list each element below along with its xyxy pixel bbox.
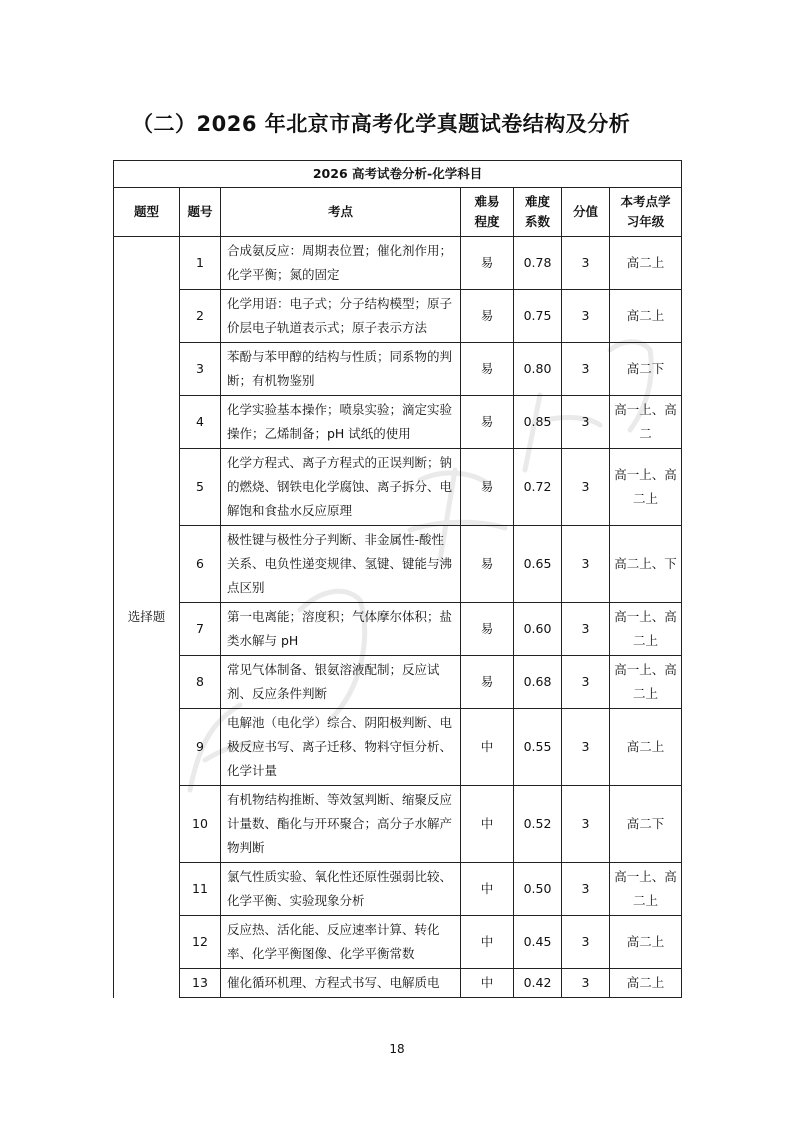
score-cell: 3 [562, 786, 610, 863]
grade-cell: 高一上、高二上 [610, 449, 682, 526]
question-number-cell: 1 [180, 237, 221, 290]
table-row [114, 786, 682, 863]
question-number-cell: 4 [180, 396, 221, 449]
table-row [114, 290, 682, 343]
score-cell: 3 [562, 656, 610, 709]
question-number-cell: 13 [180, 969, 221, 998]
question-number-cell: 3 [180, 343, 221, 396]
col-header-number: 题号 [180, 188, 221, 237]
table-title: 2026 高考试卷分析-化学科目 [114, 161, 682, 188]
question-number-cell: 9 [180, 709, 221, 786]
table-row [114, 863, 682, 916]
question-number-cell: 12 [180, 916, 221, 969]
grade-cell: 高一上、高二上 [610, 863, 682, 916]
difficulty-coefficient-cell: 0.55 [514, 709, 562, 786]
header-line: 本考点学 [620, 194, 671, 209]
header-line: 难度 [524, 194, 550, 209]
col-header-grade [610, 188, 682, 237]
col-header-score: 分值 [562, 188, 610, 237]
difficulty-coefficient-cell: 0.65 [514, 526, 562, 603]
question-type-cell: 选择题 [114, 237, 180, 998]
topic-cell: 化学方程式、离子方程式的正误判断；钠的燃烧、钢铁电化学腐蚀、离子拆分、电解饱和食盐水反应原理 [221, 449, 461, 526]
difficulty-coefficient-cell: 0.60 [514, 603, 562, 656]
grade-cell: 高一上、高二 [610, 396, 682, 449]
difficulty-level-cell: 易 [461, 343, 514, 396]
col-header-type: 题型 [114, 188, 180, 237]
score-cell: 3 [562, 343, 610, 396]
difficulty-coefficient-cell: 0.45 [514, 916, 562, 969]
page-number: 18 [389, 1042, 405, 1056]
topic-cell: 化学实验基本操作；喷泉实验；滴定实验操作；乙烯制备；pH 试纸的使用 [221, 396, 461, 449]
table-row [114, 449, 682, 526]
difficulty-level-cell: 易 [461, 237, 514, 290]
topic-cell: 有机物结构推断、等效氢判断、缩聚反应计量数、酯化与开环聚合；高分子水解产物判断 [221, 786, 461, 863]
table-row [114, 656, 682, 709]
difficulty-coefficient-cell: 0.72 [514, 449, 562, 526]
difficulty-coefficient-cell: 0.52 [514, 786, 562, 863]
difficulty-coefficient-cell: 0.78 [514, 237, 562, 290]
col-header-difficulty-level [461, 188, 514, 237]
header-line: 习年级 [626, 214, 665, 229]
header-line: 程度 [474, 214, 500, 229]
table-row [114, 969, 682, 998]
difficulty-coefficient-cell: 0.75 [514, 290, 562, 343]
table-row [114, 343, 682, 396]
topic-cell: 催化循环机理、方程式书写、电解质电 [221, 969, 461, 998]
difficulty-level-cell: 中 [461, 786, 514, 863]
score-cell: 3 [562, 863, 610, 916]
score-cell: 3 [562, 709, 610, 786]
score-cell: 3 [562, 969, 610, 998]
header-line: 系数 [524, 214, 550, 229]
score-cell: 3 [562, 290, 610, 343]
difficulty-coefficient-cell: 0.50 [514, 863, 562, 916]
section-heading: （二）2026 年北京市高考化学真题试卷结构及分析 [132, 112, 631, 136]
difficulty-level-cell: 易 [461, 449, 514, 526]
topic-cell: 苯酚与苯甲醇的结构与性质；同系物的判断；有机物鉴别 [221, 343, 461, 396]
topic-cell: 极性键与极性分子判断、非金属性-酸性关系、电负性递变规律、氢键、键能与沸点区别 [221, 526, 461, 603]
score-cell: 3 [562, 237, 610, 290]
question-number-cell: 5 [180, 449, 221, 526]
grade-cell: 高二上、下 [610, 526, 682, 603]
difficulty-coefficient-cell: 0.80 [514, 343, 562, 396]
grade-cell: 高一上、高二上 [610, 603, 682, 656]
difficulty-coefficient-cell: 0.85 [514, 396, 562, 449]
table-row [114, 916, 682, 969]
table-row [114, 237, 682, 290]
question-number-cell: 11 [180, 863, 221, 916]
exam-analysis-table [113, 160, 682, 998]
score-cell: 3 [562, 603, 610, 656]
difficulty-coefficient-cell: 0.42 [514, 969, 562, 998]
score-cell: 3 [562, 526, 610, 603]
table-row [114, 526, 682, 603]
difficulty-level-cell: 中 [461, 916, 514, 969]
col-header-topic: 考点 [221, 188, 461, 237]
grade-cell: 高二上 [610, 969, 682, 998]
grade-cell: 高二下 [610, 786, 682, 863]
grade-cell: 高二下 [610, 343, 682, 396]
difficulty-level-cell: 中 [461, 709, 514, 786]
difficulty-level-cell: 易 [461, 603, 514, 656]
difficulty-level-cell: 易 [461, 656, 514, 709]
topic-cell: 反应热、活化能、反应速率计算、转化率、化学平衡图像、化学平衡常数 [221, 916, 461, 969]
difficulty-coefficient-cell: 0.68 [514, 656, 562, 709]
question-number-cell: 8 [180, 656, 221, 709]
topic-cell: 合成氨反应：周期表位置；催化剂作用；化学平衡；氮的固定 [221, 237, 461, 290]
question-number-cell: 6 [180, 526, 221, 603]
table-row [114, 603, 682, 656]
topic-cell: 化学用语：电子式；分子结构模型；原子价层电子轨道表示式；原子表示方法 [221, 290, 461, 343]
difficulty-level-cell: 易 [461, 526, 514, 603]
grade-cell: 高二上 [610, 709, 682, 786]
table-row [114, 396, 682, 449]
difficulty-level-cell: 中 [461, 969, 514, 998]
question-number-cell: 10 [180, 786, 221, 863]
difficulty-level-cell: 易 [461, 396, 514, 449]
grade-cell: 高二上 [610, 237, 682, 290]
topic-cell: 第一电离能；溶度积；气体摩尔体积；盐类水解与 pH [221, 603, 461, 656]
score-cell: 3 [562, 916, 610, 969]
header-line: 难易 [474, 194, 500, 209]
grade-cell: 高二上 [610, 916, 682, 969]
question-number-cell: 7 [180, 603, 221, 656]
topic-cell: 电解池（电化学）综合、阴阳极判断、电极反应书写、离子迁移、物料守恒分析、化学计量 [221, 709, 461, 786]
col-header-difficulty-coefficient [514, 188, 562, 237]
question-number-cell: 2 [180, 290, 221, 343]
topic-cell: 氯气性质实验、氧化性还原性强弱比较、化学平衡、实验现象分析 [221, 863, 461, 916]
difficulty-level-cell: 易 [461, 290, 514, 343]
table-body [114, 237, 682, 998]
score-cell: 3 [562, 449, 610, 526]
grade-cell: 高一上、高二上 [610, 656, 682, 709]
table-row [114, 709, 682, 786]
grade-cell: 高二上 [610, 290, 682, 343]
topic-cell: 常见气体制备、银氨溶液配制；反应试剂、反应条件判断 [221, 656, 461, 709]
score-cell: 3 [562, 396, 610, 449]
difficulty-level-cell: 中 [461, 863, 514, 916]
